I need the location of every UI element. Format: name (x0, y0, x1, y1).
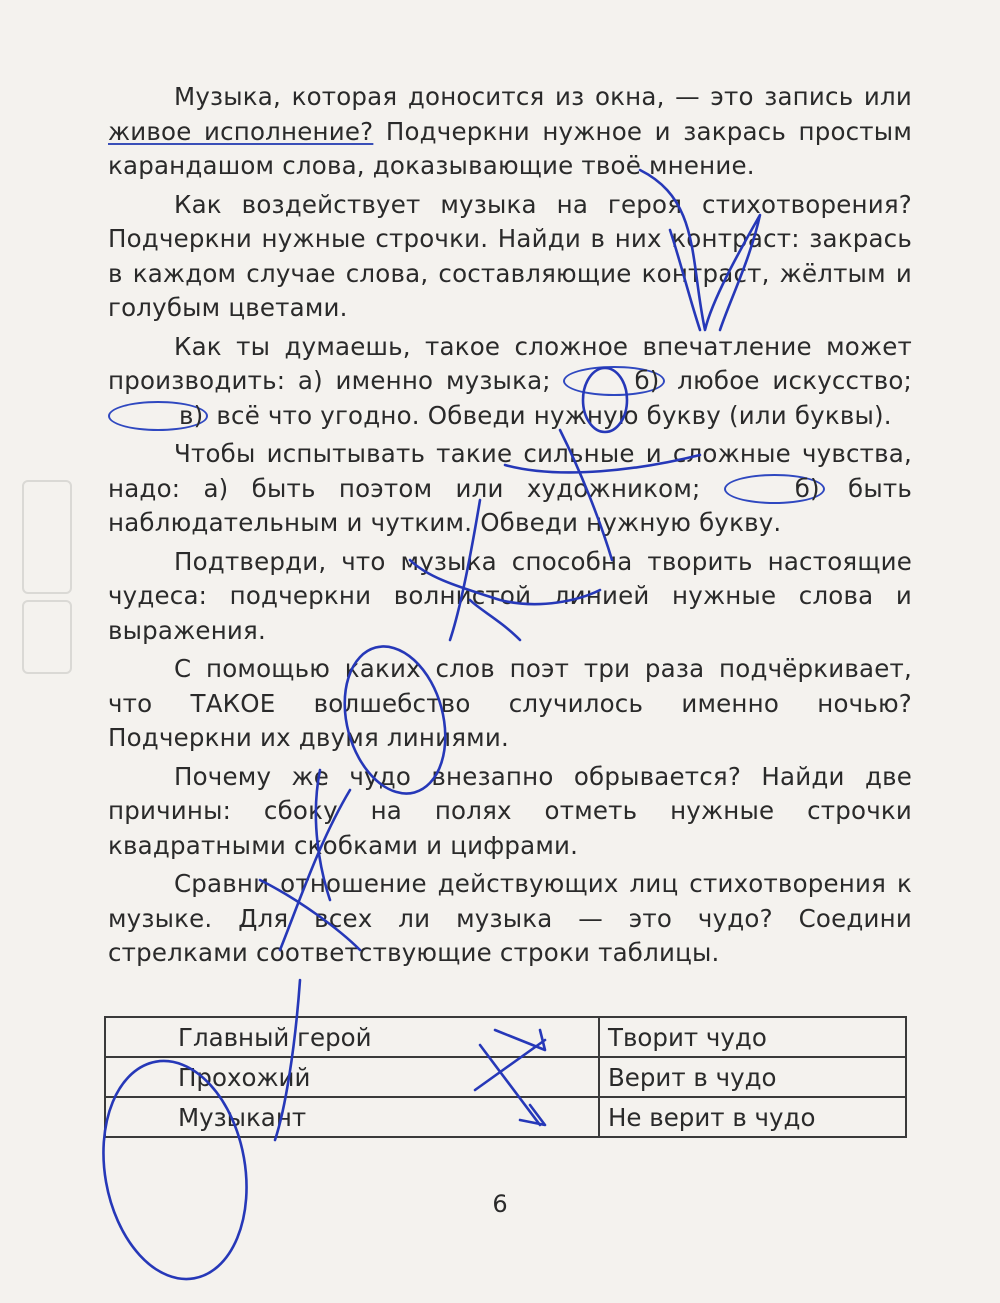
exercise-paragraph (108, 652, 912, 756)
text-run: Как ты думаешь, такое сложное впечатление может производить: а) именно музыка; (108, 331, 912, 395)
text-run: Подтверди, что музыка способна творить настоящие чудеса: подчеркни волнистой линией нужные слова и выражения. (108, 546, 912, 645)
table-row (105, 1057, 906, 1097)
exercise-paragraph (108, 330, 912, 434)
circled-option: б) (724, 474, 825, 504)
exercise-paragraph (108, 188, 912, 326)
table-row (105, 1017, 906, 1057)
exercise-paragraph (108, 437, 912, 541)
character-cell[interactable]: Прохожий (105, 1057, 599, 1097)
bleed-through-badge (22, 600, 72, 674)
page-number: 6 (492, 1190, 508, 1218)
text-run: Подчеркни нужное и закрась простым карандашом слова, доказывающие твоё мнение. (108, 116, 912, 180)
exercise-text (108, 80, 912, 975)
text-run: всё что угодно. Обведи нужную букву (или буквы). (208, 400, 892, 430)
circled-option: б) (563, 366, 664, 396)
text-run: Как воздействует музыка на героя стихотворения? Подчеркни нужные строчки. Найди в них контраст: закрась в каждом случае слова, составляющие контраст, жёлтым и голубым цветами. (108, 189, 912, 322)
character-cell[interactable]: Главный герой (105, 1017, 599, 1057)
exercise-paragraph (108, 867, 912, 971)
attitude-cell[interactable]: Не верит в чудо (599, 1097, 906, 1137)
exercise-paragraph (108, 545, 912, 649)
exercise-paragraph (108, 80, 912, 184)
circled-option: в) (108, 401, 208, 431)
attitude-cell[interactable]: Творит чудо (599, 1017, 906, 1057)
text-run: любое искусство; (664, 366, 912, 395)
matching-table (104, 1016, 907, 1138)
text-run: Музыка, которая доносится из окна, — это запись или (174, 82, 912, 111)
text-run: С помощью каких слов поэт три раза подчёркивает, что ТАКОЕ волшебство случилось именно ночью? Подчеркни их двумя линиями. (108, 654, 912, 752)
exercise-paragraph (108, 760, 912, 864)
text-run: быть наблюдательным и чутким. Обведи нужную букву. (108, 473, 912, 537)
text-run: Чтобы испытывать такие сильные и сложные чувства, надо: а) быть поэтом или художником; (108, 439, 912, 503)
text-run: Почему же чудо внезапно обрывается? Найди две причины: сбоку на полях отметь нужные строчки квадратными скобками и цифрами. (108, 761, 912, 860)
character-cell[interactable]: Музыкант (105, 1097, 599, 1137)
bleed-through-badge (22, 480, 72, 594)
attitude-cell[interactable]: Верит в чудо (599, 1057, 906, 1097)
underlined-answer: живое исполнение? (108, 116, 374, 146)
text-run: Сравни отношение действующих лиц стихотворения к музыке. Для всех ли музыка — это чудо? Соедини стрелками соответствующие строки таблицы. (108, 869, 912, 967)
table-row (105, 1097, 906, 1137)
